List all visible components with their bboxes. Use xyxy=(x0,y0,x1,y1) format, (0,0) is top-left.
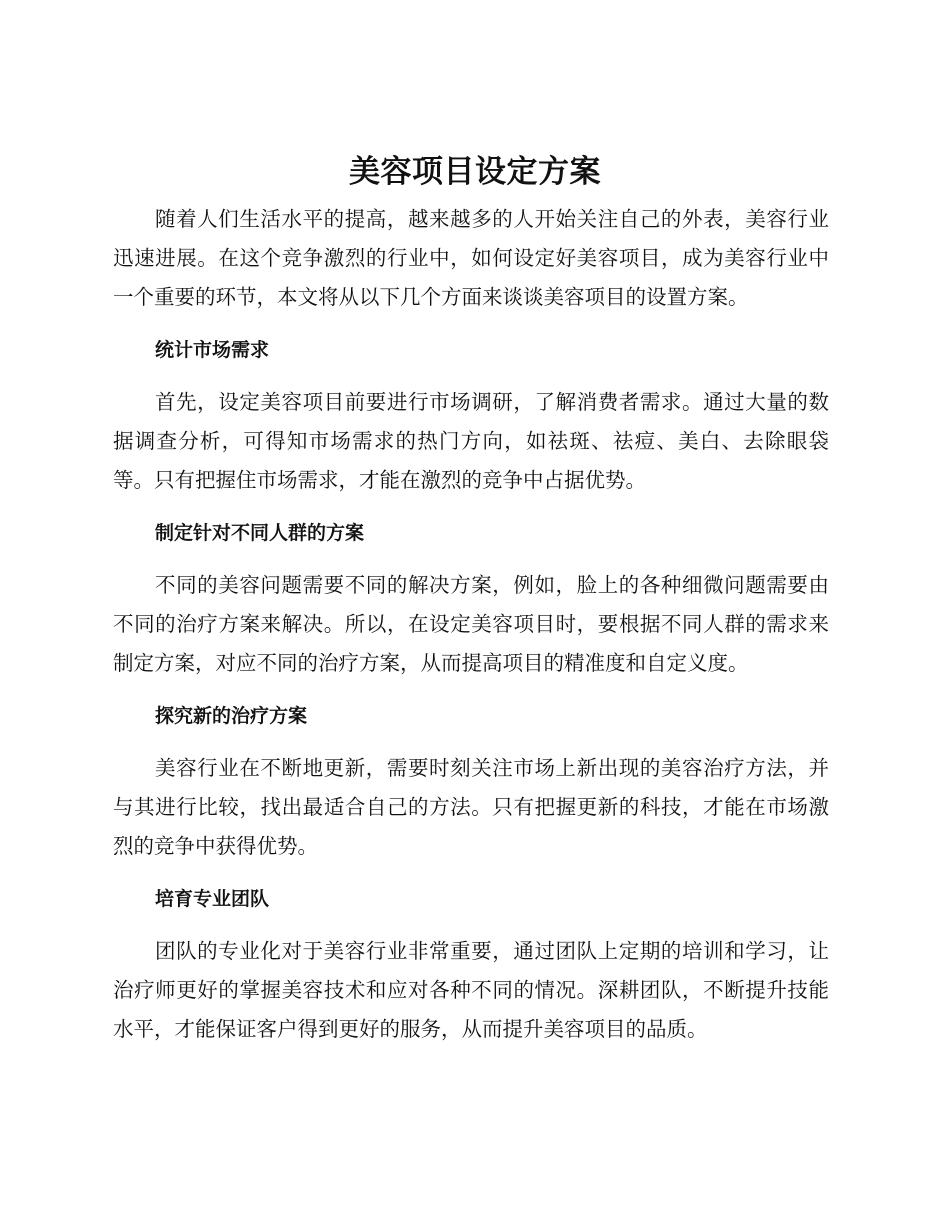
section-heading-market-demand: 统计市场需求 xyxy=(155,339,270,361)
section-heading-target-groups: 制定针对不同人群的方案 xyxy=(155,522,365,544)
intro-paragraph: 随着人们生活水平的提高，越来越多的人开始关注自己的外表，美容行业迅速进展。在这个竞争激烈的行业中，如何设定好美容项目，成为美容行业中一个重要的环节，本文将从以下几个方面来谈谈美容项目的设置方案。 xyxy=(113,207,829,309)
document-body xyxy=(113,200,829,1049)
section-paragraph-new-treatments: 美容行业在不断地更新，需要时刻关注市场上新出现的美容治疗方法，并与其进行比较，找出最适合自己的方法。只有把握更新的科技，才能在市场激烈的竞争中获得优势。 xyxy=(113,756,829,858)
section-paragraph-target-groups: 不同的美容问题需要不同的解决方案，例如，脸上的各种细微问题需要由不同的治疗方案来解决。所以，在设定美容项目时，要根据不同人群的需求来制定方案，对应不同的治疗方案，从而提高项目的精准度和自定义度。 xyxy=(113,573,829,675)
section-paragraph-market-demand: 首先，设定美容项目前要进行市场调研，了解消费者需求。通过大量的数据调查分析，可得知市场需求的热门方向，如祛斑、祛痘、美白、去除眼袋等。只有把握住市场需求，才能在激烈的竞争中占据优势。 xyxy=(113,390,829,492)
document-title: 美容项目设定方案 xyxy=(349,154,601,190)
section-heading-professional-team: 培育专业团队 xyxy=(155,888,270,910)
section-heading-new-treatments: 探究新的治疗方案 xyxy=(155,705,308,727)
section-paragraph-professional-team: 团队的专业化对于美容行业非常重要，通过团队上定期的培训和学习，让治疗师更好的掌握美容技术和应对各种不同的情况。深耕团队，不断提升技能水平，才能保证客户得到更好的服务，从而提升美容项目的品质。 xyxy=(113,939,829,1041)
